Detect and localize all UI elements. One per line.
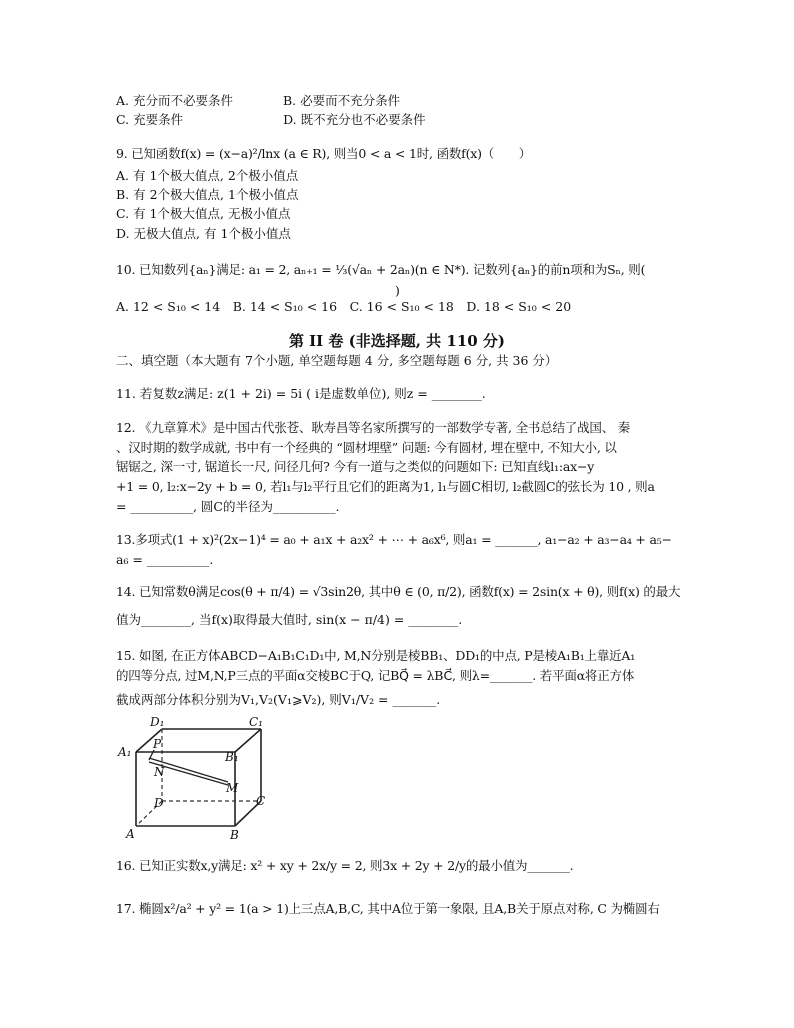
label-d: D bbox=[154, 796, 164, 810]
q12-line-2: 、汉时期的数学成就, 书中有一个经典的 “圆材埋壁” 问题: 今有圆材, 埋在壁中, 不知大小, 以 bbox=[116, 440, 617, 455]
q14-line-1: 14. 已知常数θ满足cos(θ + π/4) = √3sin2θ, 其中θ ∈ (0, π/2), 函数f(x) = 2sin(x + θ), 则f(x) 的最大 bbox=[116, 584, 681, 599]
q17-line-1: 17. 椭圆x²/a² + y² = 1(a > 1)上三点A,B,C, 其中A位于第一象限, 且A,B关于原点对称, C 为椭圆右 bbox=[116, 901, 660, 916]
q14-line-2: 值为________, 当f(x)取得最大值时, sin(x − π/4) = ________. bbox=[116, 612, 463, 627]
q13-line-2: a₆ = __________. bbox=[116, 552, 214, 567]
q8-options-ab: A. 充分而不必要条件 B. 必要而不充分条件 bbox=[116, 93, 401, 108]
q9-stem: 9. 已知函数f(x) = (x−a)²/lnx (a ∈ R), 则当0 < a < 1时, 函数f(x)（ ） bbox=[116, 146, 532, 161]
q10-stem: 10. 已知数列{aₙ}满足: a₁ = 2, aₙ₊₁ = ⅓(√aₙ + 2aₙ)(n ∈ N*). 记数列{aₙ}的前n项和为Sₙ, 则( bbox=[116, 262, 646, 277]
q10-options: A. 12 < S₁₀ < 14 B. 14 < S₁₀ < 16 C. 16 < S₁₀ < 18 D. 18 < S₁₀ < 20 bbox=[116, 299, 572, 314]
q9-option-b: B. 有 2个极大值点, 1个极小值点 bbox=[116, 187, 299, 202]
q16: 16. 已知正实数x,y满足: x² + xy + 2x/y = 2, 则3x + 2y + 2/y的最小值为_______. bbox=[116, 858, 574, 873]
fill-in-heading: 二、填空题（本大题有 7个小题, 单空题每题 4 分, 多空题每题 6 分, 共 36 分） bbox=[116, 353, 558, 368]
label-m: M bbox=[226, 781, 239, 795]
q11: 11. 若复数z满足: z(1 + 2i) = 5i ( i是虚数单位), 则z = ________. bbox=[116, 386, 486, 401]
q9-option-a: A. 有 1个极大值点, 2个极小值点 bbox=[116, 168, 299, 183]
q15-line-3: 截成两部分体积分别为V₁,V₂(V₁⩾V₂), 则V₁/V₂ = _______. bbox=[116, 692, 441, 707]
label-a: A bbox=[126, 827, 135, 841]
label-a1: A₁ bbox=[118, 745, 132, 759]
q10-paren: ) bbox=[395, 283, 400, 298]
label-c1: C₁ bbox=[249, 715, 263, 729]
label-b1: B₁ bbox=[225, 750, 239, 764]
q13-line-1: 13.多项式(1 + x)²(2x−1)⁴ = a₀ + a₁x + a₂x² + ⋯ + a₆x⁶, 则a₁ = _______, a₁−a₂ + a₃−a₄ + a₅− bbox=[116, 532, 672, 547]
section-title: 第 II 卷 (非选择题, 共 110 分) bbox=[288, 332, 506, 350]
q8-options-cd: C. 充要条件 D. 既不充分也不必要条件 bbox=[116, 112, 426, 127]
cube-figure bbox=[114, 712, 280, 842]
label-p: P bbox=[153, 737, 162, 751]
q15-line-2: 的四等分点, 过M,N,P三点的平面α交棱BC于Q, 记BQ⃗ = λBC⃗, 则λ=_______. 若平面α将正方体 bbox=[116, 668, 635, 683]
q12-line-4: +1 = 0, l₂:x−2y + b = 0, 若l₁与l₂平行且它们的距离为1, l₁与圆C相切, l₂截圆C的弦长为 10 , 则a bbox=[116, 479, 655, 494]
q9-option-c: C. 有 1个极大值点, 无极小值点 bbox=[116, 206, 291, 221]
q9-option-d: D. 无极大值点, 有 1个极小值点 bbox=[116, 226, 291, 241]
q12-line-1: 12. 《九章算术》是中国古代张苍、耿寿昌等名家所撰写的一部数学专著, 全书总结了战国、 秦 bbox=[116, 420, 631, 435]
label-c: C bbox=[256, 794, 266, 808]
label-b: B bbox=[230, 828, 239, 842]
q12-line-5: = __________, 圆C的半径为__________. bbox=[116, 499, 340, 514]
label-n: N bbox=[154, 765, 165, 779]
label-d1: D₁ bbox=[150, 715, 165, 729]
q15-line-1: 15. 如图, 在正方体ABCD−A₁B₁C₁D₁中, M,N分别是棱BB₁、DD₁的中点, P是棱A₁B₁上靠近A₁ bbox=[116, 648, 636, 663]
q12-line-3: 锯锯之, 深一寸, 锯道长一尺, 问径几何? 今有一道与之类似的问题如下: 已知直线l₁:ax−y bbox=[116, 459, 595, 474]
